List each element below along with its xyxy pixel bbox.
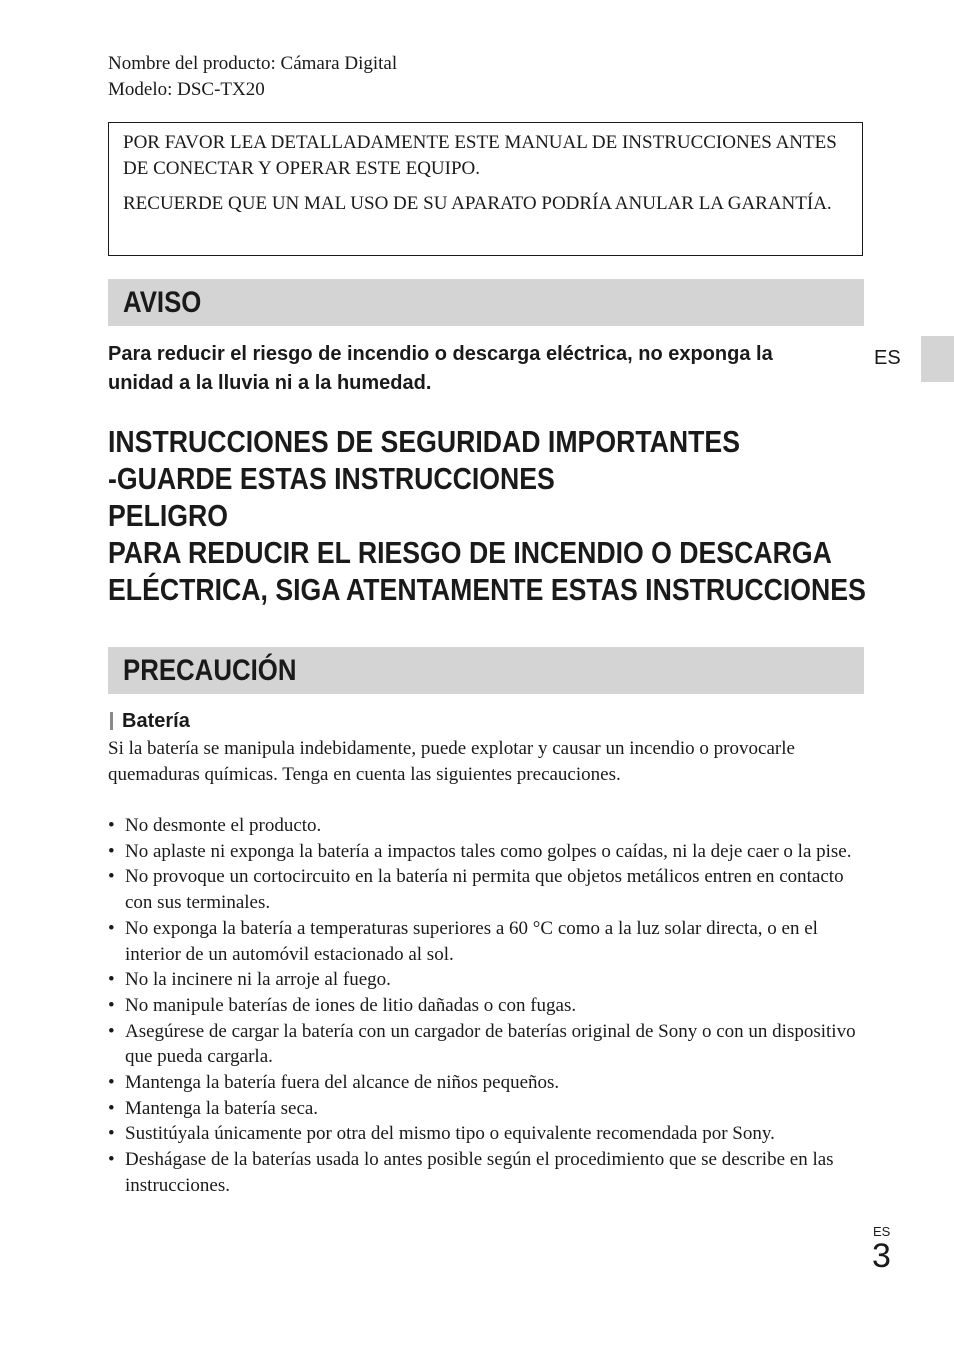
- list-item: • Deshágase de la baterías usada lo antes posible según el procedimiento que se describe en las instrucciones.: [108, 1147, 864, 1198]
- footer-language-code: ES: [873, 1224, 891, 1239]
- list-item: • Mantenga la batería seca.: [108, 1096, 864, 1122]
- notice-box: [108, 122, 863, 256]
- product-name-line: Nombre del producto: Cámara Digital: [108, 53, 398, 74]
- notice-paragraph-2: RECUERDE QUE UN MAL USO DE SU APARATO PODRÍA ANULAR LA GARANTÍA.: [123, 193, 832, 214]
- precaution-list: [108, 813, 864, 1199]
- bateria-intro: Si la batería se manipula indebidamente, puede explotar y causar un incendio o provocarle quemaduras químicas. Tenga en cuenta las siguientes precauciones.: [108, 738, 795, 785]
- list-item: • No manipule baterías de iones de litio dañadas o con fugas.: [108, 993, 864, 1019]
- language-side-label: ES: [874, 347, 901, 369]
- aviso-title: AVISO: [123, 286, 202, 319]
- list-item: • No exponga la batería a temperaturas superiores a 60 °C como a la luz solar directa, o en el interior de un automóvil estacionado al sol.: [108, 916, 864, 967]
- safety-heading-line-1: INSTRUCCIONES DE SEGURIDAD IMPORTANTES: [108, 424, 740, 459]
- aviso-warning-text: Para reducir el riesgo de incendio o descarga eléctrica, no exponga la unidad a la lluvia ni a la humedad.: [108, 343, 773, 394]
- notice-paragraph-1: POR FAVOR LEA DETALLADAMENTE ESTE MANUAL DE INSTRUCCIONES ANTES DE CONECTAR Y OPERAR ESTE EQUIPO.: [123, 132, 837, 179]
- precaucion-section-bar: [108, 647, 864, 694]
- safety-heading-line-2: -GUARDE ESTAS INSTRUCCIONES: [108, 461, 555, 496]
- subheading-marker-icon: [110, 712, 113, 730]
- list-item: • No aplaste ni exponga la batería a impactos tales como golpes o caídas, ni la deje caer o la pise.: [108, 839, 864, 865]
- list-item: • No desmonte el producto.: [108, 813, 864, 839]
- bateria-subheading: [110, 708, 190, 734]
- model-line: Modelo: DSC-TX20: [108, 79, 265, 100]
- list-item: • No la incinere ni la arroje al fuego.: [108, 967, 864, 993]
- list-item: • Asegúrese de cargar la batería con un cargador de baterías original de Sony o con un dispositivo que pueda cargarla.: [108, 1019, 864, 1070]
- list-item: • Mantenga la batería fuera del alcance de niños pequeños.: [108, 1070, 864, 1096]
- list-item: • Sustitúyala únicamente por otra del mismo tipo o equivalente recomendada por Sony.: [108, 1121, 864, 1147]
- aviso-section-bar: [108, 279, 864, 326]
- safety-heading: [108, 423, 938, 608]
- page-number: 3: [872, 1237, 891, 1275]
- safety-heading-line-4: PARA REDUCIR EL RIESGO DE INCENDIO O DESCARGA: [108, 535, 832, 570]
- precaucion-title: PRECAUCIÓN: [123, 654, 297, 687]
- list-item: • No provoque un cortocircuito en la batería ni permita que objetos metálicos entren en contacto con sus terminales.: [108, 864, 864, 915]
- safety-heading-line-3: PELIGRO: [108, 498, 228, 533]
- language-side-tab: [921, 336, 954, 382]
- document-header: [108, 51, 397, 103]
- bateria-subheading-label: Batería: [122, 710, 190, 732]
- safety-heading-line-5: ELÉCTRICA, SIGA ATENTAMENTE ESTAS INSTRUCCIONES: [108, 572, 866, 607]
